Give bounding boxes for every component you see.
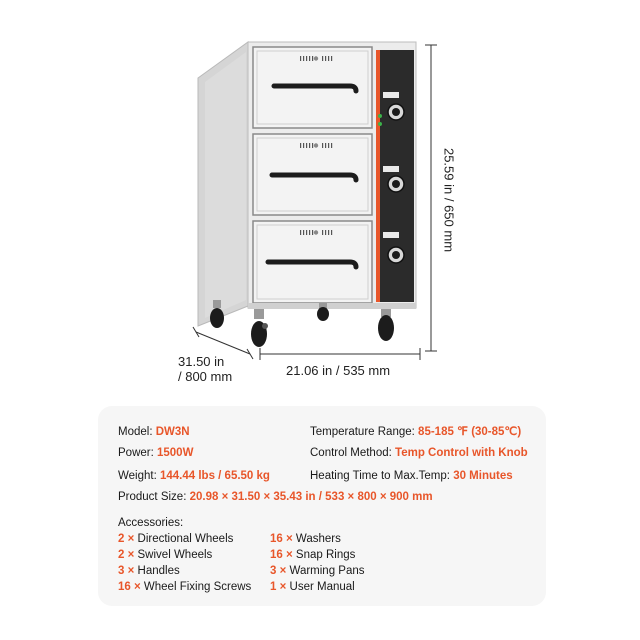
depth-dimension-label-line2: / 800 mm (178, 369, 233, 384)
wheel-front-left (251, 309, 268, 347)
spec-heating-time (310, 469, 513, 483)
spec-model (118, 425, 190, 439)
width-dimension-line (260, 348, 420, 360)
accessory-name: Handles (137, 565, 180, 577)
accessory-item (270, 564, 365, 578)
accessory-qty: 3 × (270, 565, 287, 577)
spec-weight-label: Weight: (118, 470, 157, 482)
wheel-front-right (378, 309, 394, 341)
accessory-item (118, 532, 233, 546)
accessory-qty: 2 × (118, 533, 135, 545)
accessory-item (270, 580, 355, 594)
accessory-name: Directional Wheels (137, 533, 234, 545)
spec-control-label: Control Method: (310, 447, 392, 459)
spec-control-value: Temp Control with Knob (395, 447, 528, 459)
accessory-qty: 16 × (118, 581, 141, 593)
spec-power (118, 446, 193, 460)
spec-model-label: Model: (118, 426, 153, 438)
accessory-item (270, 548, 355, 562)
drawer-1 (253, 47, 372, 128)
drawer-3 (253, 221, 372, 303)
spec-size (118, 490, 433, 504)
height-dimension-line (425, 45, 437, 351)
spec-model-value: DW3N (155, 426, 190, 438)
width-dimension-label: 21.06 in / 535 mm (286, 363, 391, 378)
drawer-2 (253, 134, 372, 215)
spec-heating-time-label: Heating Time to Max.Temp: (310, 470, 450, 482)
accessory-name: User Manual (289, 581, 355, 593)
spec-weight-value: 144.44 lbs / 65.50 kg (159, 470, 270, 482)
accessory-qty: 3 × (118, 565, 135, 577)
spec-power-value: 1500W (157, 447, 194, 459)
accessory-name: Warming Pans (289, 565, 365, 577)
accessory-name: Wheel Fixing Screws (143, 581, 252, 593)
spec-temp-range-value: 85-185 ℉ (30-85℃) (418, 426, 522, 438)
accessory-qty: 2 × (118, 549, 135, 561)
accessory-name: Snap Rings (295, 549, 356, 561)
height-dimension-label: 25.59 in / 650 mm (441, 147, 457, 253)
accessory-qty: 16 × (270, 549, 293, 561)
spec-control (310, 446, 528, 460)
accessory-qty: 1 × (270, 581, 287, 593)
accessory-name: Washers (295, 533, 341, 545)
depth-dimension-label-line1: 31.50 in (178, 354, 225, 369)
spec-weight (118, 469, 270, 483)
spec-power-label: Power: (118, 447, 154, 459)
spec-size-value: 20.98 × 31.50 × 35.43 in / 533 × 800 × 900 mm (189, 491, 433, 503)
spec-size-label: Product Size: (118, 491, 187, 503)
accessory-qty: 16 × (270, 533, 293, 545)
accessories-title: Accessories: (118, 517, 184, 529)
spec-heating-time-value: 30 Minutes (453, 470, 513, 482)
control-panel (376, 50, 414, 302)
accessory-item (118, 564, 180, 578)
accessory-item (270, 532, 341, 546)
accessory-item (118, 580, 251, 594)
spec-temp-range (310, 425, 521, 439)
spec-temp-range-label: Temperature Range: (310, 426, 415, 438)
accessory-name: Swivel Wheels (137, 549, 213, 561)
accessory-item (118, 548, 212, 562)
